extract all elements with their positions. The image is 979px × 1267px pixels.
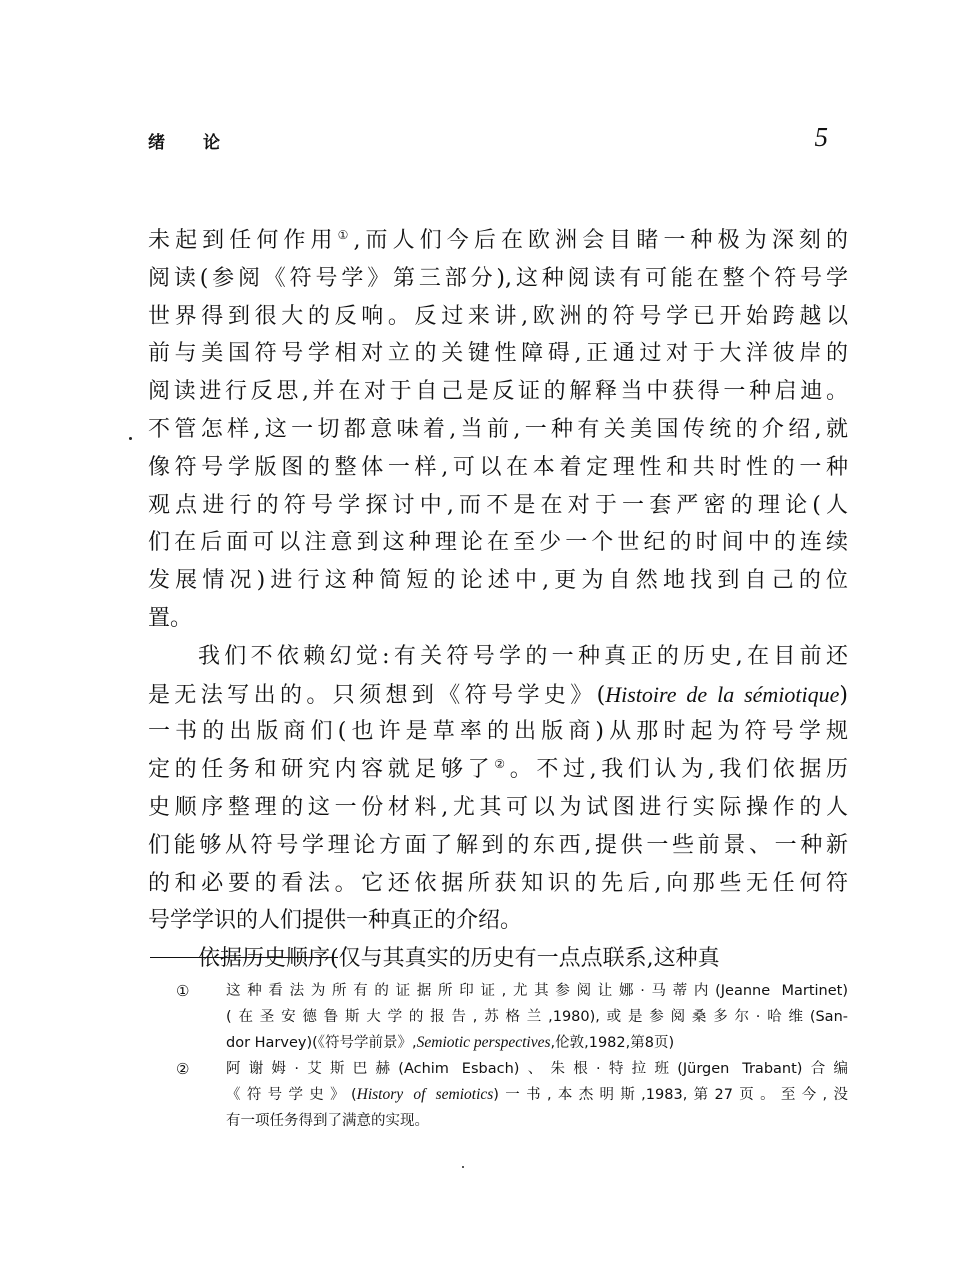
footnote-marker: ① xyxy=(176,982,190,1000)
text-line: 阅读(参阅《符号学》第三部分),这种阅读有可能在整个符号学 xyxy=(148,265,848,291)
text-line: 们在后面可以注意到这种理论在至少一个世纪的时间中的连续 xyxy=(148,530,848,556)
text-line: 一书的出版商们(也许是草率的出版商)从那时起为符号学规 xyxy=(148,719,848,745)
text-line: 发展情况)进行这种简短的论述中,更为自然地找到自己的位 xyxy=(148,568,848,594)
footnote-line: dor Harvey)(《符号学前景》,Semiotic perspectives,伦敦,1982,第8页) xyxy=(226,1034,675,1051)
text-line: 们能够从符号学理论方面了解到的东西,提供一些前景、一种新 xyxy=(148,832,848,858)
page-number: 5 xyxy=(814,122,828,152)
text-line: 依据历史顺序(仅与其真实的历史有一点点联系,这种真 xyxy=(198,946,720,972)
scan-speck xyxy=(462,1166,464,1168)
text-line: 的和必要的看法。它还依据所获知识的先后,向那些无任何符 xyxy=(148,870,848,896)
text-line: 未起到任何作用①,而人们今后在欧洲会目睹一种极为深刻的 xyxy=(148,228,848,253)
italic-title: Histoire de la sémiotique xyxy=(605,681,840,707)
italic-title: Semiotic perspectives xyxy=(416,1034,551,1051)
footnote-1 xyxy=(176,978,848,1056)
scan-speck xyxy=(129,437,132,440)
italic-title: History of semiotics xyxy=(356,1086,494,1103)
text-line: 前与美国符号学相对立的关键性障碍,正通过对于大洋彼岸的 xyxy=(148,341,848,367)
running-head: 绪论 xyxy=(148,133,258,153)
text-line: 史顺序整理的这一份材料,尤其可以为试图进行实际操作的人 xyxy=(148,794,848,820)
footnotes xyxy=(176,978,848,1134)
text-line: 置。 xyxy=(148,605,193,631)
footnote-line: 阿谢姆·艾斯巴赫(Achim Esbach)、朱根·特拉班(Jürgen Trabant)合编 xyxy=(226,1061,848,1077)
footnote-divider xyxy=(150,957,338,958)
text-line: 是无法写出的。只须想到《符号学史》(Histoire de la sémiotique) xyxy=(148,681,848,708)
text-line: 号学学识的人们提供一种真正的介绍。 xyxy=(148,908,523,934)
footnote-line: (在圣安德鲁斯大学的报告,苏格兰,1980),或是参阅桑多尔·哈维(San- xyxy=(226,1009,848,1025)
footnote-line: 有一项任务得到了满意的实现。 xyxy=(226,1113,429,1129)
text-line: 观点进行的符号学探讨中,而不是在对于一套严密的理论(人 xyxy=(148,492,848,518)
footnote-2 xyxy=(176,1056,848,1134)
footnote-ref-2: ② xyxy=(494,757,510,772)
footnote-marker: ② xyxy=(176,1060,190,1078)
text-line: 世界得到很大的反响。反过来讲,欧洲的符号学已开始跨越以 xyxy=(148,303,848,329)
body-text xyxy=(148,222,848,978)
text-line: 不管怎样,这一切都意味着,当前,一种有关美国传统的介绍,就 xyxy=(148,416,848,442)
footnote-line: 《符号学史》(History of semiotics)一书,本杰明斯,1983,第27页。至今,没 xyxy=(226,1086,848,1103)
footnote-ref-1: ① xyxy=(337,228,354,242)
text-line: 阅读进行反思,并在对于自己是反证的解释当中获得一种启迪。 xyxy=(148,379,848,405)
text-line: 我们不依赖幻觉:有关符号学的一种真正的历史,在目前还 xyxy=(198,643,848,669)
text-line: 定的任务和研究内容就足够了②。不过,我们认为,我们依据历 xyxy=(148,757,848,783)
text-line: 像符号学版图的整体一样,可以在本着定理性和共时性的一种 xyxy=(148,454,848,480)
page-header xyxy=(148,122,828,162)
footnote-line: 这种看法为所有的证据所印证,尤其参阅让娜·马蒂内(Jeanne Martinet) xyxy=(226,983,848,999)
